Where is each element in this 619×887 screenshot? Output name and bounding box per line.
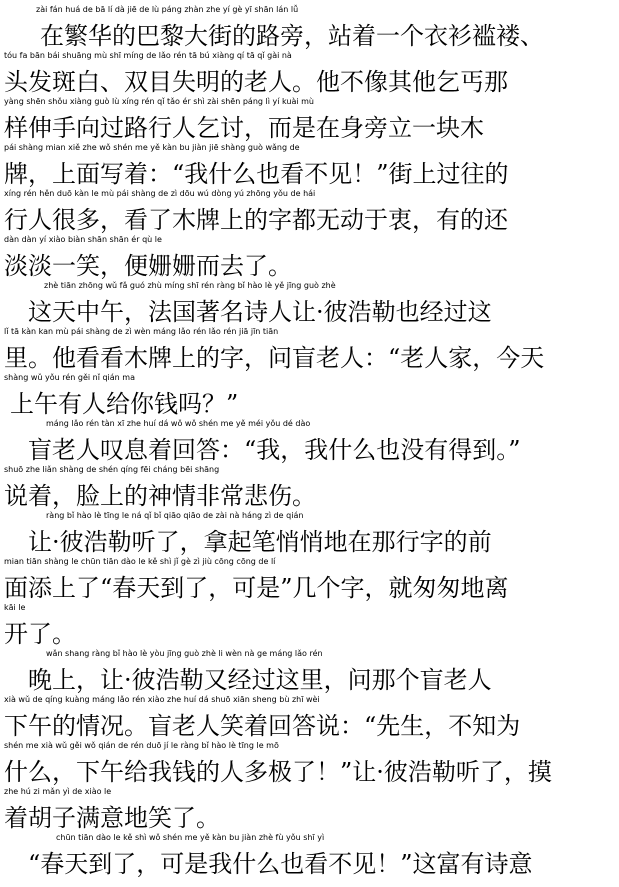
pinyin-line: tóu fa bān bái shuāng mù shī míng de lǎo rén tā bú xiàng qí tā qǐ gài nà: [4, 51, 292, 60]
pinyin-line: shén me xià wǔ gěi wǒ qián de rén duō jí le ràng bǐ hào lè tīng le mō: [4, 741, 279, 750]
pinyin-line: xià wǔ de qíng kuàng máng lǎo rén xiào zhe huí dá shuō xiān sheng bù zhī wèi: [4, 695, 320, 704]
hanzi-line: 晚上，让·彼浩勒又经过这里，问那个盲老人: [4, 666, 492, 694]
pinyin-line: yàng shēn shǒu xiàng guò lù xíng rén qǐ tǎo ér shì zài shēn páng lì yí kuài mù: [4, 97, 314, 106]
hanzi-line: 着胡子满意地笑了。: [4, 804, 220, 832]
hanzi-line: 面添上了“春天到了，可是”几个字，就匆匆地离: [4, 574, 509, 602]
pinyin-line: ràng bǐ hào lè tīng le ná qǐ bǐ qiāo qiāo de zài nà háng zì de qián: [46, 511, 304, 520]
hanzi-line: “春天到了，可是我什么也看不见！”这富有诗意: [4, 850, 533, 878]
pinyin-line: zhe hú zi mǎn yì de xiào le: [4, 787, 112, 796]
pinyin-line: shàng wǔ yǒu rén gěi nǐ qián ma: [4, 373, 135, 382]
pinyin-line: dàn dàn yí xiào biàn shān shān ér qù le: [4, 235, 162, 244]
hanzi-line: 开了。: [4, 620, 76, 648]
hanzi-line: 下午的情况。盲老人笑着回答说：“先生，不知为: [4, 712, 521, 740]
hanzi-line: 这天中午，法国著名诗人让·彼浩勒也经过这: [4, 298, 492, 326]
hanzi-line: 什么，下午给我钱的人多极了！”让·彼浩勒听了，摸: [4, 758, 552, 786]
hanzi-line: 行人很多，看了木牌上的字都无动于衷，有的还: [4, 206, 508, 234]
pinyin-line: máng lǎo rén tàn xī zhe huí dá wǒ wǒ shén me yě méi yǒu dé dào: [46, 419, 311, 428]
pinyin-line: kāi le: [4, 603, 26, 612]
hanzi-line: 淡淡一笑，便姗姗而去了。: [4, 252, 292, 280]
pinyin-line: zhè tiān zhōng wǔ fǎ guó zhù míng shī rén ràng bǐ hào lè yě jīng guò zhè: [44, 281, 336, 290]
pinyin-line: chūn tiān dào le kě shì wǒ shén me yě kàn bu jiàn zhè fù yǒu shī yì: [56, 833, 325, 842]
hanzi-line: 头发斑白、双目失明的老人。他不像其他乞丐那: [4, 68, 508, 96]
hanzi-line: 里。他看看木牌上的字，问盲老人：“老人家，今天: [4, 344, 545, 372]
text-line: [0, 828, 619, 882]
hanzi-line: 上午有人给你钱吗？”: [10, 390, 239, 418]
pinyin-line: pái shàng mian xiě zhe wǒ shén me yě kàn bu jiàn jiē shàng guò wǎng de: [4, 143, 300, 152]
pinyin-line: shuō zhe liǎn shàng de shén qíng fēi cháng bēi shāng: [4, 465, 220, 474]
hanzi-line: 样伸手向过路行人乞讨，而是在身旁立一块木: [4, 114, 484, 142]
hanzi-line: 让·彼浩勒听了，拿起笔悄悄地在那行字的前: [4, 528, 492, 556]
hanzi-line: 在繁华的巴黎大街的路旁，站着一个衣衫褴褛、: [40, 22, 544, 50]
hanzi-line: 说着，脸上的神情非常悲伤。: [4, 482, 316, 510]
hanzi-line: 牌，上面写着：“我什么也看不见！”街上过往的: [4, 160, 509, 188]
pinyin-line: wǎn shang ràng bǐ hào lè yòu jīng guò zhè li wèn nà ge máng lǎo rén: [46, 649, 323, 658]
pinyin-line: zài fán huá de bā lí dà jiē de lù páng zhàn zhe yí gè yī shān lán lǚ: [36, 5, 299, 14]
pinyin-line: mian tiān shàng le chūn tiān dào le kě shì jǐ gè zì jiù cōng cōng de lí: [4, 557, 276, 566]
pinyin-line: xíng rén hěn duō kàn le mù pái shàng de zì dōu wú dòng yú zhōng yǒu de hái: [4, 189, 316, 198]
hanzi-line: 盲老人叹息着回答：“我，我什么也没有得到。”: [4, 436, 521, 464]
pinyin-line: lǐ tā kàn kan mù pái shàng de zì wèn máng lǎo rén lǎo rén jiā jīn tiān: [4, 327, 279, 336]
